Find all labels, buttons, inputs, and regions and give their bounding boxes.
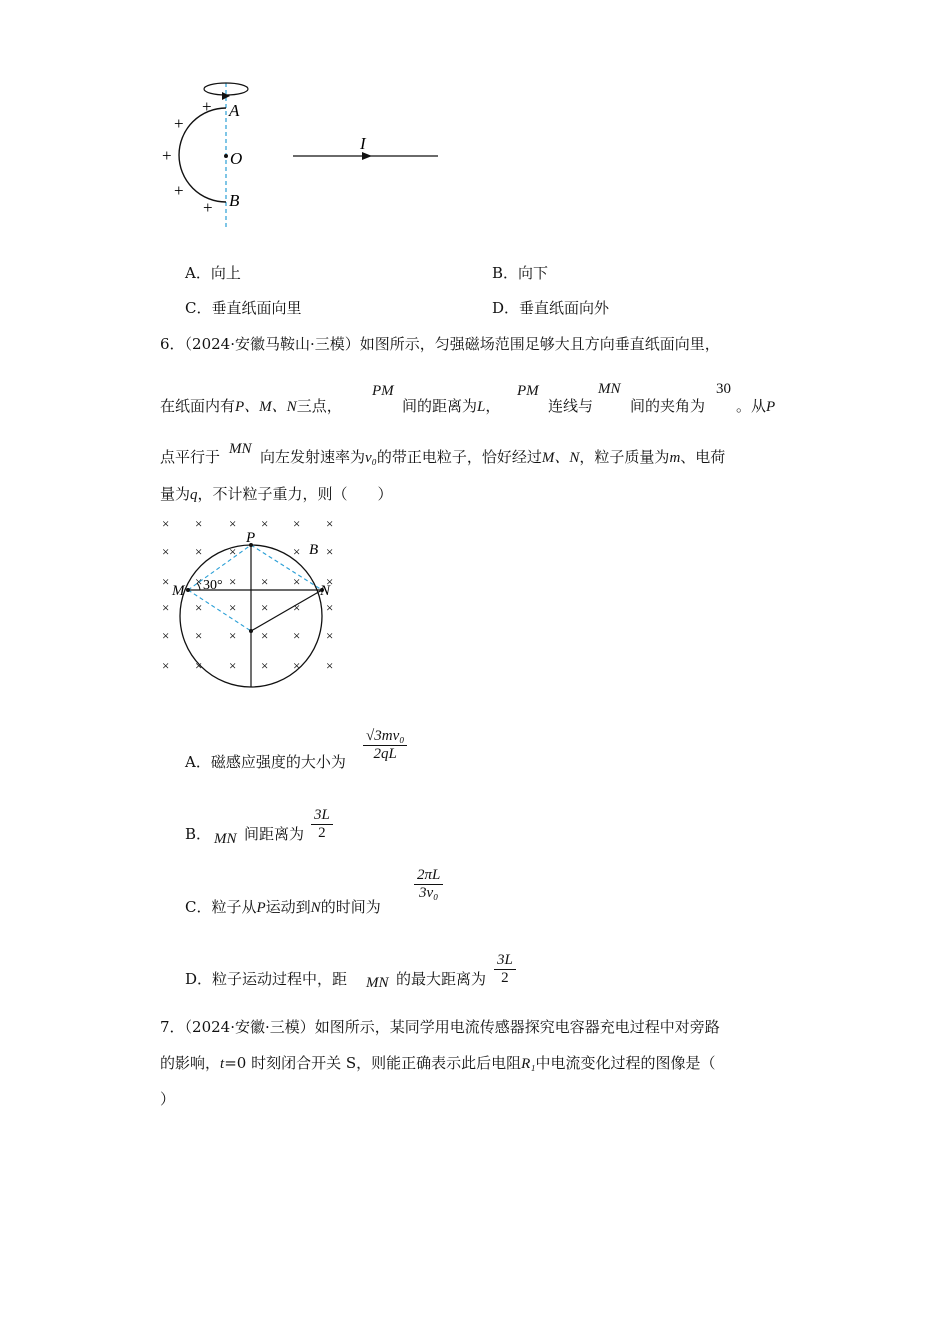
math-mn: MN [366,975,389,991]
field-cross: × [162,628,170,643]
text: 的带正电粒子，恰好经过 [376,448,542,466]
text: 、电荷 [680,448,726,466]
text: 的时间为 [320,898,381,916]
text: 的影响， [160,1054,221,1072]
math-pm-2: PM [517,383,539,399]
math-pm: PM [372,383,394,399]
label-B: B [229,191,240,210]
var-v0: v₀ [365,450,377,466]
field-cross: × [261,628,269,643]
text: 中电流变化过程的图像是（ [535,1054,716,1072]
field-cross: × [162,658,170,673]
fraction-a [363,728,407,763]
field-cross: × [229,544,237,559]
label-B: B [309,542,319,558]
field-cross: × [195,600,203,615]
label-A: A [229,101,240,120]
field-cross: × [229,658,237,673]
text: ，不计粒子重力，则（ ） [197,485,393,503]
plus-sign: + [203,198,213,217]
figure-q6 [150,508,350,693]
var-P: P [766,399,776,415]
charged-semicircle [179,108,226,202]
label-angle: 30° [203,578,223,593]
field-cross: × [293,574,301,589]
q6-line2c: 连线与 [548,397,594,415]
q6-line2 [160,395,342,416]
var-N: N [310,900,321,916]
q7-line2 [160,1052,716,1073]
field-cross: × [326,544,334,559]
field-cross: × [326,516,334,531]
denominator: 2qL [373,746,397,762]
text: 量为 [160,485,191,503]
field-cross: × [195,574,203,589]
label-N: N [320,583,331,599]
q7-line3: ） [160,1090,176,1108]
field-cross: × [261,516,269,531]
option-d[interactable]: D．粒子运动过程中，距 [185,970,348,988]
option-a[interactable]: A．磁感应强度的大小为 [185,753,346,771]
field-cross: × [162,516,170,531]
option-b-text: 间距离为 [244,825,305,843]
field-cross: × [293,544,301,559]
text: 三点， [296,397,342,415]
numerator: 3L [314,807,330,823]
field-cross: × [162,600,170,615]
field-cross: × [293,516,301,531]
field-cross: × [326,574,334,589]
label-P: P [246,530,256,546]
field-cross: × [261,600,269,615]
field-cross: × [162,574,170,589]
math-angle: 30 [716,381,731,397]
fraction-c [414,867,443,902]
math-mn: MN [598,381,621,397]
q7-line1: 7．（2024·安徽·三模）如图所示，某同学用电流传感器探究电容器充电过程中对旁路 [160,1018,720,1036]
numerator: 3L [497,952,513,968]
q6-line3: 点平行于 [160,448,221,466]
field-cross: × [195,544,203,559]
var-r1: R₁ [521,1056,536,1072]
q6-line2b [402,395,500,416]
field-cross: × [195,516,203,531]
q6-line2e [736,395,775,416]
text: 。从 [736,397,767,415]
figure-q5 [150,75,460,235]
numerator: 2πL [417,867,441,883]
field-cross: × [229,516,237,531]
var-m: m [669,450,681,466]
field-cross: × [229,600,237,615]
field-cross: × [293,628,301,643]
fraction-d [494,952,516,987]
q6-line4 [160,483,393,504]
field-cross: × [326,628,334,643]
denominator: 2 [501,970,509,986]
q6-line2d: 间的夹角为 [630,397,706,415]
option-a[interactable]: A．向上 [185,264,241,282]
option-d-text: 的最大距离为 [396,970,487,988]
numerator: √3mv₀ [366,728,405,744]
field-cross: × [195,658,203,673]
var-q: q [190,487,198,503]
option-b[interactable]: B． [185,825,212,843]
math-mn: MN [214,831,237,847]
option-c[interactable] [185,896,381,917]
plus-sign: + [174,114,184,133]
field-cross: × [326,600,334,615]
denominator: 2 [318,825,326,841]
text: ，粒子质量为 [579,448,670,466]
field-cross: × [326,658,334,673]
field-cross: × [229,628,237,643]
option-c[interactable]: C．垂直纸面向里 [185,299,302,317]
plus-sign: + [202,97,212,116]
text: 向左发射速率为 [260,448,366,466]
field-cross: × [162,544,170,559]
field-cross: × [261,658,269,673]
text: 运动到 [265,898,311,916]
label-I: I [360,134,366,153]
q6-line3b [260,446,725,467]
field-cross: × [229,574,237,589]
var-P: P [256,900,266,916]
text: 在纸面内有 [160,397,236,415]
q6-line1: 6．（2024·安徽马鞍山·三模）如图所示，匀强磁场范围足够大且方向垂直纸面向里， [160,335,720,353]
var-L: L [477,399,486,415]
option-b[interactable]: B．向下 [492,264,549,282]
field-cross: × [261,574,269,589]
text: =0 时刻闭合开关 S，则能正确表示此后电阻 [224,1054,522,1072]
points-pmn: P、M、N [235,399,297,415]
text: C．粒子从 [185,898,257,916]
plus-sign: + [174,181,184,200]
label-M: M [172,583,185,599]
label-O: O [230,149,243,168]
fraction-b [311,807,333,842]
plus-sign: + [162,146,172,165]
option-d[interactable]: D．垂直纸面向外 [492,299,610,317]
points-mn: M、N [541,450,580,466]
math-mn-2: MN [229,441,252,457]
denominator: 3v₀ [418,885,439,901]
field-cross: × [293,600,301,615]
field-cross: × [195,628,203,643]
field-cross: × [293,658,301,673]
var-t: t [220,1056,225,1072]
text: ， [485,397,501,415]
text: 间的距离为 [402,397,478,415]
